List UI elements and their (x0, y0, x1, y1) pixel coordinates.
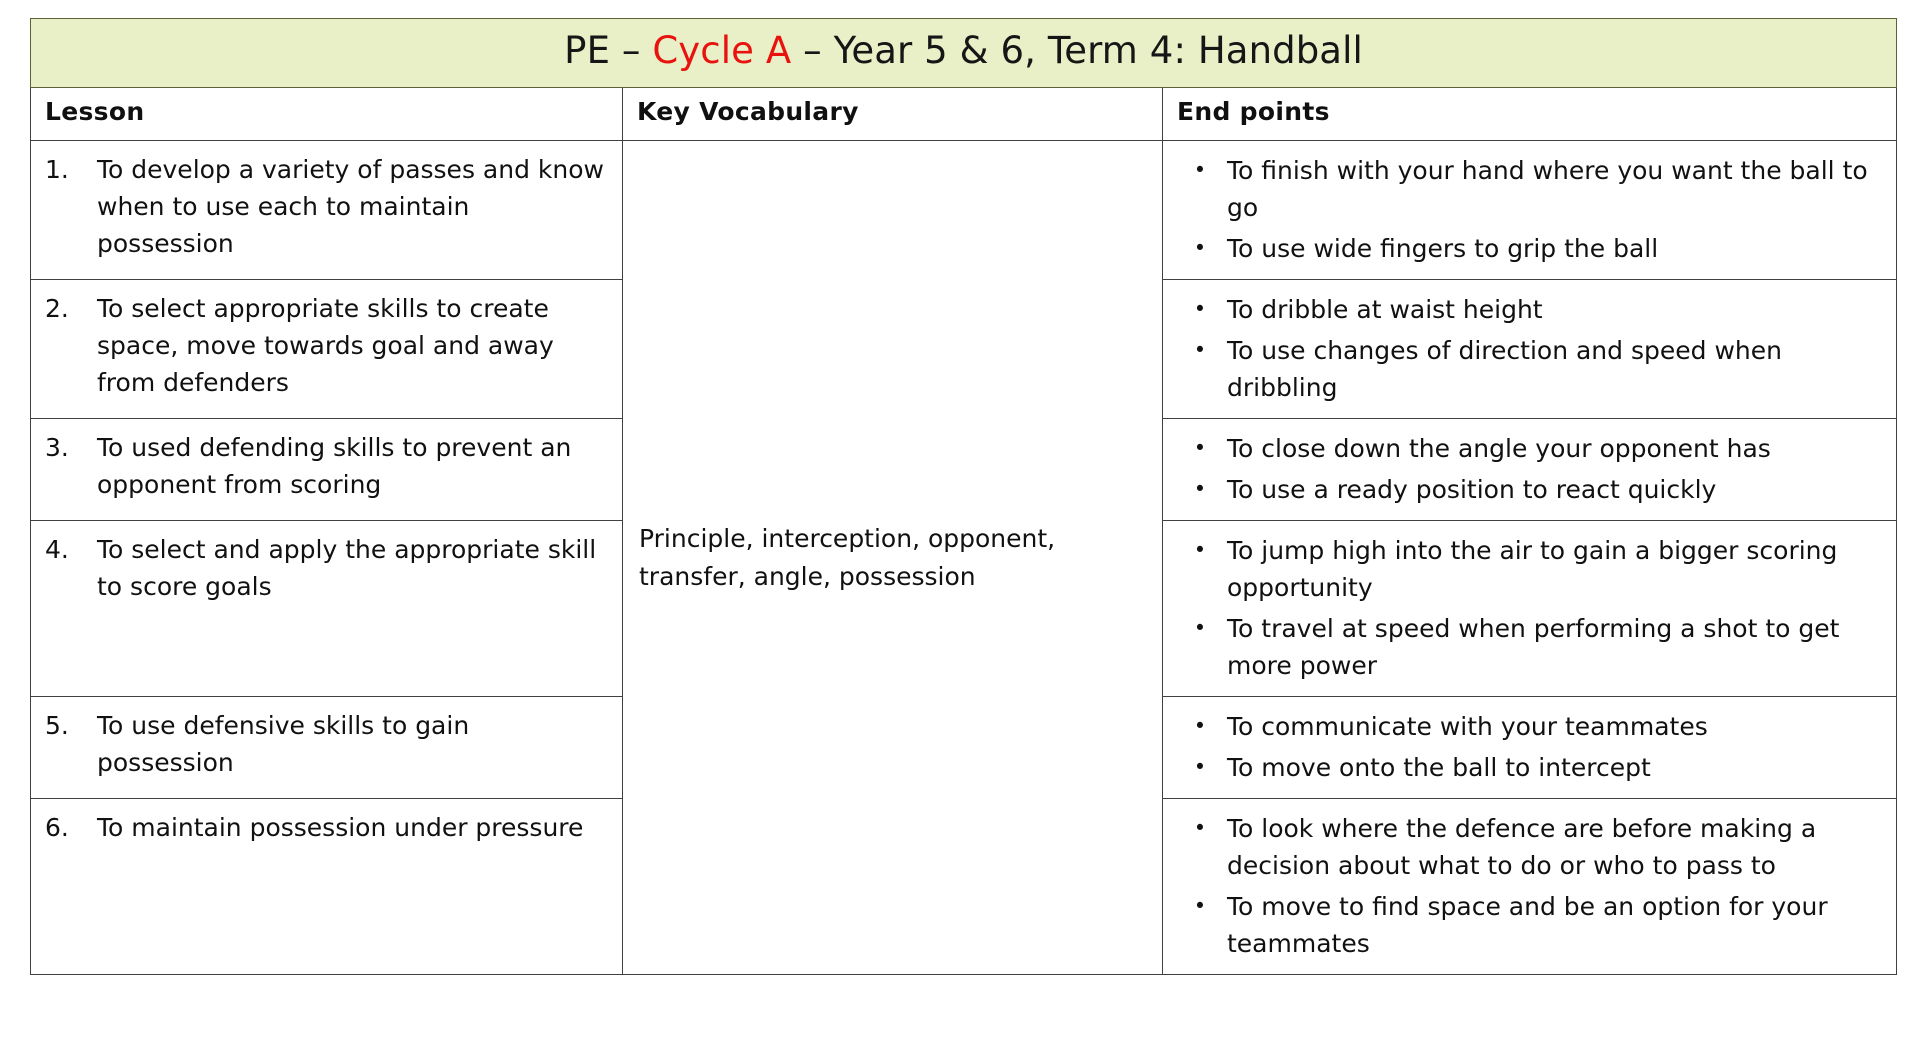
lesson-number: 2. (45, 294, 69, 324)
list-item (1173, 749, 1880, 786)
bullet-icon: • (1193, 755, 1207, 780)
end-point-text: To travel at speed when performing a shot to get more power (1227, 614, 1840, 681)
end-points-list (1173, 430, 1880, 508)
lesson-number: 6. (45, 813, 69, 843)
bullet-icon: • (1193, 477, 1207, 502)
end-point-text: To close down the angle your opponent has (1227, 434, 1771, 464)
end-point-text: To finish with your hand where you want the ball to go (1227, 156, 1868, 223)
lesson-text: To used defending skills to prevent an opponent from scoring (97, 433, 572, 500)
column-header-row (31, 88, 1897, 141)
end-point-text: To communicate with your teammates (1227, 712, 1708, 742)
end-point-text: To move to find space and be an option for your teammates (1227, 892, 1828, 959)
list-item (1173, 291, 1880, 328)
end-points-cell (1163, 697, 1897, 799)
header-lesson: Lesson (31, 88, 623, 141)
list-item (1173, 532, 1880, 606)
end-points-list (1173, 291, 1880, 406)
bullet-icon: • (1193, 338, 1207, 363)
curriculum-overview-table (30, 18, 1897, 975)
title-banner (31, 19, 1897, 88)
table-row (31, 141, 1897, 280)
header-end-points: End points (1163, 88, 1897, 141)
bullet-icon: • (1193, 236, 1207, 261)
bullet-icon: • (1193, 714, 1207, 739)
end-point-text: To use a ready position to react quickly (1227, 475, 1717, 505)
bullet-icon: • (1193, 297, 1207, 322)
lesson-text: To maintain possession under pressure (97, 813, 584, 843)
list-item (1173, 810, 1880, 884)
list-item (1173, 230, 1880, 267)
lesson-text: To develop a variety of passes and know when to use each to maintain possession (97, 155, 604, 259)
title-row (31, 19, 1897, 88)
end-points-list (1173, 810, 1880, 962)
end-point-text: To jump high into the air to gain a bigger scoring opportunity (1227, 536, 1838, 603)
list-item (1173, 708, 1880, 745)
bullet-icon: • (1193, 816, 1207, 841)
bullet-icon: • (1193, 894, 1207, 919)
list-item (1173, 430, 1880, 467)
list-item (1173, 888, 1880, 962)
lesson-text: To use defensive skills to gain possession (97, 711, 470, 778)
title-suffix: – Year 5 & 6, Term 4: Handball (791, 29, 1363, 72)
list-item (1173, 610, 1880, 684)
bullet-icon: • (1193, 158, 1207, 183)
lesson-cell (31, 799, 623, 975)
end-points-cell (1163, 799, 1897, 975)
key-vocabulary-text: Principle, interception, opponent, transfer, angle, possession (639, 523, 1056, 591)
end-points-cell (1163, 280, 1897, 419)
lesson-number: 4. (45, 535, 69, 565)
list-item (1173, 471, 1880, 508)
end-points-list (1173, 708, 1880, 786)
end-point-text: To move onto the ball to intercept (1227, 753, 1651, 783)
end-points-list (1173, 532, 1880, 684)
title-accent: Cycle A (652, 29, 792, 72)
end-point-text: To use changes of direction and speed when dribbling (1227, 336, 1782, 403)
end-points-cell (1163, 141, 1897, 280)
end-points-cell (1163, 419, 1897, 521)
bullet-icon: • (1193, 616, 1207, 641)
end-point-text: To use wide fingers to grip the ball (1227, 234, 1659, 264)
page-title (564, 29, 1363, 72)
lesson-text: To select appropriate skills to create space, move towards goal and away from defenders (97, 294, 554, 398)
lesson-cell (31, 280, 623, 419)
key-vocabulary-cell (623, 141, 1163, 975)
lesson-number: 3. (45, 433, 69, 463)
end-point-text: To look where the defence are before making a decision about what to do or who to pass to (1227, 814, 1817, 881)
end-points-list (1173, 152, 1880, 267)
lesson-number: 1. (45, 155, 69, 185)
title-prefix: PE – (564, 29, 653, 72)
header-key-vocabulary: Key Vocabulary (623, 88, 1163, 141)
lesson-cell (31, 419, 623, 521)
end-points-cell (1163, 521, 1897, 697)
bullet-icon: • (1193, 436, 1207, 461)
lesson-cell (31, 141, 623, 280)
list-item (1173, 152, 1880, 226)
list-item (1173, 332, 1880, 406)
lesson-cell (31, 697, 623, 799)
bullet-icon: • (1193, 538, 1207, 563)
lesson-number: 5. (45, 711, 69, 741)
lesson-cell (31, 521, 623, 697)
lesson-text: To select and apply the appropriate skill to score goals (97, 535, 597, 602)
end-point-text: To dribble at waist height (1227, 295, 1543, 325)
